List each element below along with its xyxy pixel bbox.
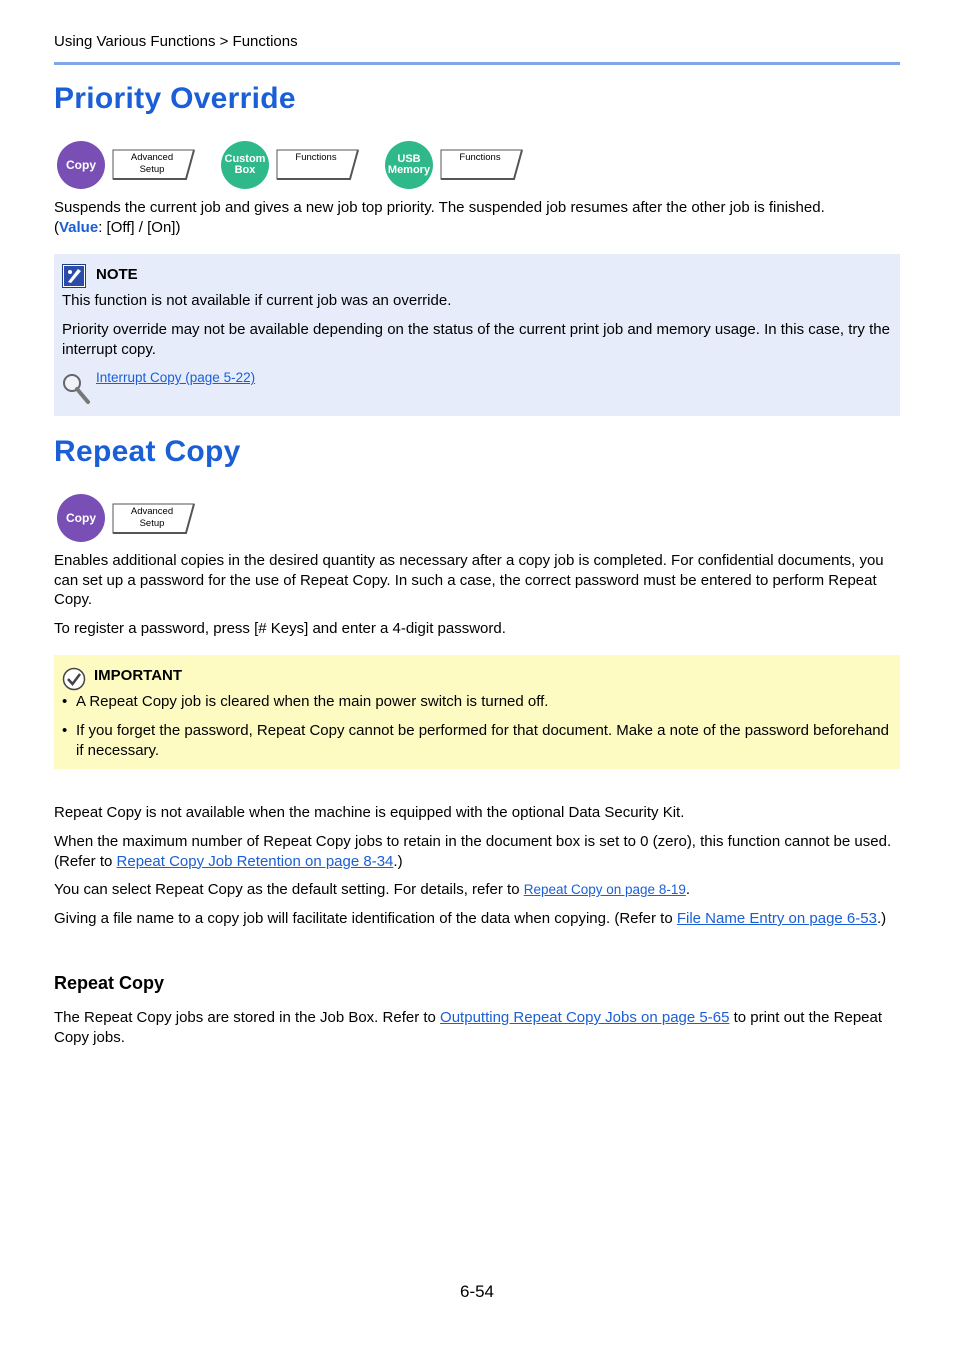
repeat-copy-job-retention-link[interactable]: Repeat Copy Job Retention on page 8-34 xyxy=(116,852,394,870)
repeat-copy-description: Enables additional copies in the desired quantity as necessary after a copy job is completed. For confidential documents, you can set up a password for the use of Repeat Copy. In such a case, the correct password must be entered to perform Repeat Copy. xyxy=(54,552,884,608)
default-setting-paragraph: You can select Repeat Copy as the default setting. For details, refer to Repeat Copy on page 8-19. xyxy=(54,881,691,898)
retention-paragraph: When the maximum number of Repeat Copy jobs to retain in the document box is set to 0 (zero), this function cannot be used. (Refer to Repeat Copy Job Retention on page 8-34.) xyxy=(54,833,892,870)
breadcrumb: Using Various Functions > Functions xyxy=(54,33,298,50)
note-label: NOTE xyxy=(96,266,138,283)
page-number: 6-54 xyxy=(459,1282,495,1301)
note-text-1: This function is not available if current job was an override. xyxy=(62,292,452,309)
advanced-setup-tab-icon: Advanced Setup xyxy=(112,503,198,535)
password-instruction: To register a password, press [# Keys] and enter a 4-digit password. xyxy=(54,620,506,637)
priority-override-description: Suspends the current job and gives a new job top priority. The suspended job resumes after the other job is finished. (Value: [Off] / [On]) xyxy=(54,199,825,236)
magnifier-icon xyxy=(61,372,91,404)
repeat-copy-setting-link[interactable]: Repeat Copy on page 8-19 xyxy=(523,882,686,897)
copy-mode-icon: Copy xyxy=(57,494,105,542)
header-rule xyxy=(54,62,900,65)
usb-memory-mode-icon: USB Memory xyxy=(385,141,433,189)
subheading-repeat-copy: Repeat Copy xyxy=(54,973,165,993)
interrupt-copy-link[interactable]: Interrupt Copy (page 5-22) xyxy=(96,370,256,385)
data-security-note: Repeat Copy is not available when the machine is equipped with the optional Data Security Kit. xyxy=(54,804,685,821)
file-name-entry-link[interactable]: File Name Entry on page 6-53 xyxy=(676,910,877,927)
job-box-paragraph: The Repeat Copy jobs are stored in the Job Box. Refer to Outputting Repeat Copy Jobs on page 5-65 to print out the Repeat Copy jobs. xyxy=(54,1009,883,1046)
outputting-repeat-copy-link[interactable]: Outputting Repeat Copy Jobs on page 5-65 xyxy=(440,1009,730,1026)
advanced-setup-tab-icon: Advanced Setup xyxy=(112,149,198,181)
section-title-repeat-copy: Repeat Copy xyxy=(54,435,241,468)
copy-mode-icon: Copy xyxy=(57,141,105,189)
note-text-2: Priority override may not be available depending on the status of the current print job and memory usage. In this case, try the interrupt copy. xyxy=(62,321,890,358)
functions-tab-icon: Functions xyxy=(276,149,362,181)
functions-tab-icon: Functions xyxy=(440,149,526,181)
section-title-priority-override: Priority Override xyxy=(54,82,296,115)
important-label: IMPORTANT xyxy=(94,667,183,684)
note-pen-icon xyxy=(62,264,86,288)
custom-box-mode-icon: Custom Box xyxy=(221,141,269,189)
file-name-paragraph: Giving a file name to a copy job will facilitate identification of the data when copying. (Refer to File Name Entry on page 6-53.) xyxy=(54,910,887,927)
checkmark-icon xyxy=(62,667,86,691)
value-label: Value xyxy=(59,218,99,236)
